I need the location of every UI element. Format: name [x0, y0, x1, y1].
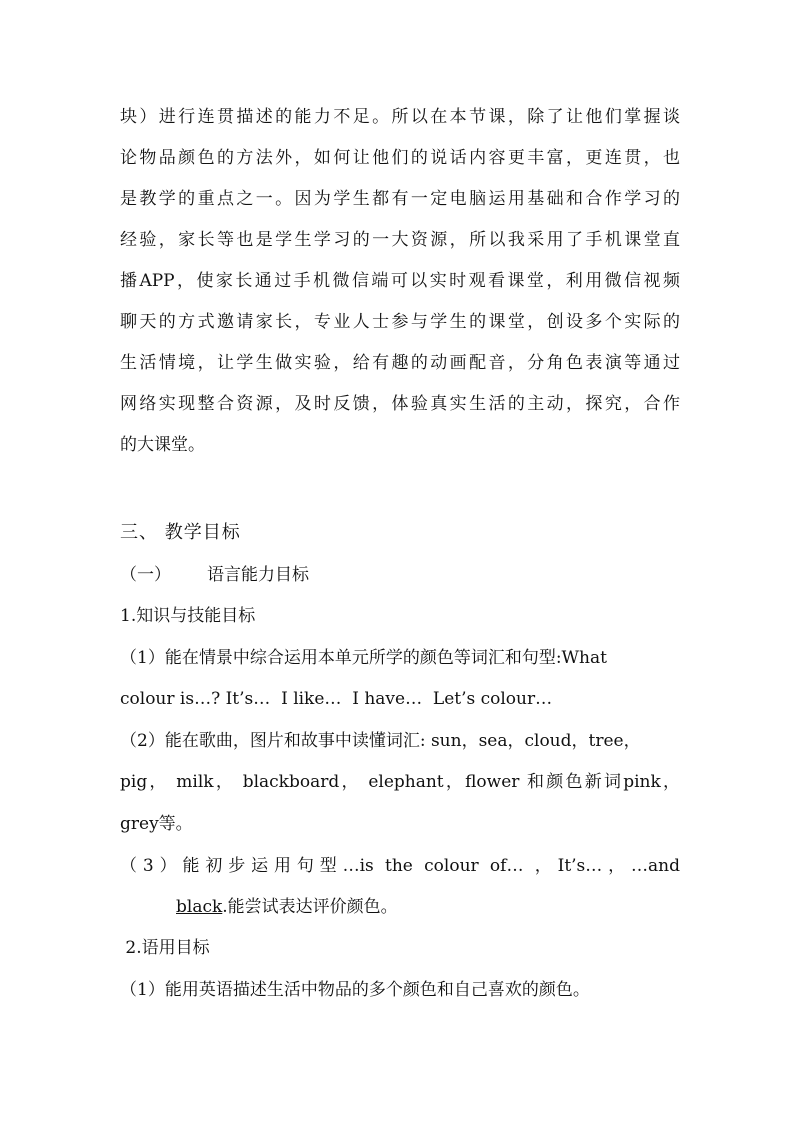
paragraph-line-6: 聊天的方式邀请家长，专业人士参与学生的课堂，创设多个实际的	[120, 312, 680, 332]
underlined-word: black	[176, 897, 223, 917]
item2-heading: 2.语用目标	[120, 938, 210, 958]
objective-4-line-1: （1）能用英语描述生活中物品的多个颜色和自己喜欢的颜色。	[120, 980, 590, 1000]
objective-2-line-3: grey等。	[120, 814, 193, 834]
paragraph-line-1: 块）进行连贯描述的能力不足。所以在本节课，除了让他们掌握谈	[120, 107, 680, 127]
paragraph-line-3: 是教学的重点之一。因为学生都有一定电脑运用基础和合作学习的	[120, 189, 680, 209]
item1-heading: 1.知识与技能目标	[120, 606, 256, 626]
paragraph-line-8: 网络实现整合资源，及时反馈，体验真实生活的主动，探究，合作	[120, 394, 680, 414]
objective-3-line-2-rest: .能尝试表达评价颜色。	[222, 897, 398, 917]
section-heading: 三、 教学目标	[120, 522, 241, 543]
subsection-number: （一）	[120, 565, 171, 585]
paragraph-line-9: 的大课堂。	[120, 435, 205, 455]
objective-3-line-1: （3）能初步运用句型…is the colour of… ，It’s…，…and	[120, 856, 680, 876]
objective-1-line-1: （1）能在情景中综合运用本单元所学的颜色等词汇和句型:What	[120, 648, 607, 668]
paragraph-line-5: 播APP，使家长通过手机微信端可以实时观看课堂，利用微信视频	[120, 271, 680, 291]
objective-2-line-2: pig， milk， blackboard， elephant，flower 和颜色新词pink，	[120, 772, 680, 792]
objective-1-line-2: colour is…? It’s… I like… I have… Let’s colour…	[120, 689, 553, 709]
paragraph-line-2: 论物品颜色的方法外，如何让他们的说话内容更丰富，更连贯，也	[120, 148, 680, 168]
paragraph-line-7: 生活情境，让学生做实验，给有趣的动画配音，分角色表演等通过	[120, 353, 680, 373]
subsection-title: 语言能力目标	[207, 565, 309, 585]
paragraph-line-4: 经验，家长等也是学生学习的一大资源，所以我采用了手机课堂直	[120, 230, 680, 250]
objective-2-line-1: （2）能在歌曲，图片和故事中读懂词汇: sun，sea，cloud，tree，	[120, 731, 641, 751]
objective-3-line-2	[176, 895, 736, 919]
subsection-heading	[120, 563, 680, 587]
